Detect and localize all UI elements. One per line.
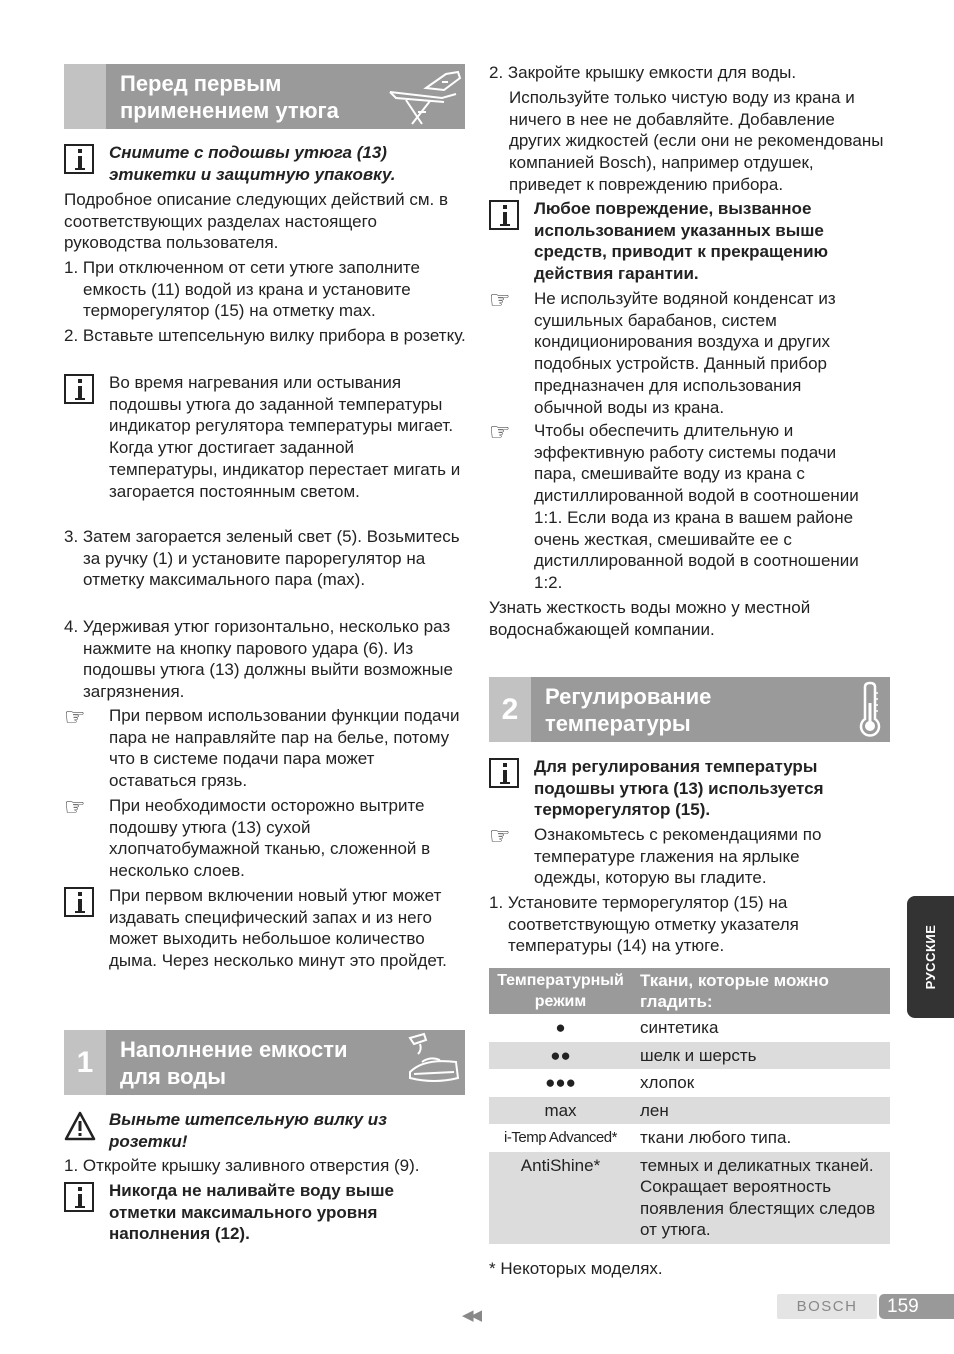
tip-care-label <box>489 824 869 890</box>
fabric-cell: синтетика <box>640 1018 719 1037</box>
tip-wipe-soleplate <box>64 795 464 883</box>
section-header-temperature <box>489 677 890 742</box>
mode-cell: i-Temp Advanced* <box>504 1129 617 1146</box>
mode-cell: ●●● <box>545 1073 576 1092</box>
pointing-hand-icon: ☞ <box>489 823 511 850</box>
info-icon <box>64 144 94 174</box>
table-row <box>489 1097 890 1125</box>
table-header-row <box>489 968 890 1014</box>
note-first-smell <box>64 885 464 995</box>
section-title: Перед первым применением утюга <box>120 71 339 123</box>
section-header-fill-water <box>64 1030 465 1095</box>
tip-text: При первом использовании функции подачи пара не направляйте пар на белье, потому что в системе подачи пара может оставаться грязь. <box>109 706 460 791</box>
table-footnote: * Некоторых моделях. <box>489 1259 663 1278</box>
tip-text: Не используйте водяной конденсат из сушильных барабанов, систем кондиционирования воздуха и других подобных устройств. Данный прибор предназначен для использования обычной воды из крана. <box>534 289 836 417</box>
note-remove-packaging <box>64 142 464 186</box>
column-header-mode: Температурный режим <box>489 968 632 1014</box>
warning-unplug <box>64 1109 464 1153</box>
note-text: Снимите с подошвы утюга (13) этикетки и защитную упаковку. <box>109 143 396 184</box>
section-number: 2 <box>489 677 531 742</box>
note-text: Для регулирования температуры подошвы утюга (13) используется терморегулятор (15). <box>534 757 824 820</box>
info-icon <box>64 374 94 404</box>
language-side-tab <box>907 896 954 1018</box>
info-icon <box>64 887 94 917</box>
fill-step-2: 2. Закройте крышку емкости для воды. <box>489 63 797 82</box>
tip-no-condensate <box>489 288 869 420</box>
note-text: При первом включении новый утюг может издавать специфический запах и из него может выходить небольшое количество дыма. Через несколько минут это пройдет. <box>109 886 447 971</box>
intro-paragraph: Подробное описание следующих действий см. в соответствующих разделах настоящего руководства пользователя. <box>64 190 449 253</box>
info-icon <box>64 1182 94 1212</box>
tip-text: Чтобы обеспечить длительную и эффективную работу системы подачи пара, смешивайте воду из крана с дистиллированной водой в соотношении 1:1. Если вода из крана в вашем районе очень жесткая, смешивайте ее с дистиллированной водой в соотношении 1:2. <box>534 421 859 592</box>
step-3: 3. Затем загорается зеленый свет (5). Возьмитесь за ручку (1) и установите парорегулятор на отметку максимального пара (max). <box>64 527 460 590</box>
pointing-hand-icon: ☞ <box>64 794 86 821</box>
note-text: Во время нагревания или остывания подошвы утюга до заданной температуры индикатор регулятора температуры мигает. Когда утюг достигает заданной температуры, индикатор перестает мигать и загорается постоянным светом. <box>109 373 461 501</box>
mode-cell: max <box>489 1097 632 1125</box>
mode-cell: ● <box>555 1018 566 1037</box>
table-row <box>489 1069 890 1097</box>
fabric-cell: хлопок <box>640 1073 695 1092</box>
language-tab-label: РУССКИЕ <box>922 924 938 990</box>
step-1: 1. При отключенном от сети утюге заполните емкость (11) водой из крана и установите терморегулятор (15) на отметку max. <box>64 258 420 321</box>
nav-back-arrows[interactable]: ◀◀ <box>462 1307 480 1324</box>
warning-text: Выньте штепсельную вилку из розетки! <box>109 1110 387 1151</box>
note-max-level <box>64 1180 464 1246</box>
mode-cell: AntiShine* <box>489 1152 632 1244</box>
pointing-hand-icon: ☞ <box>489 287 511 314</box>
info-icon <box>489 200 519 230</box>
note-warranty-damage <box>489 198 869 286</box>
brand-label: BOSCH <box>777 1294 877 1319</box>
table-row <box>489 1152 890 1244</box>
section-number: 1 <box>64 1030 106 1095</box>
tip-text: Ознакомьтесь с рекомендациями по температуре глажения на ярлыке одежды, которую вы гладите. <box>534 825 822 888</box>
iron-on-board-icon <box>386 68 462 126</box>
note-text: Никогда не наливайте воду выше отметки максимального уровня наполнения (12). <box>109 1181 395 1244</box>
note-thermostat <box>489 756 869 822</box>
fabric-cell: темных и деликатных тканей. Сокращает вероятность появления блестящих следов от утюга. <box>632 1152 890 1244</box>
section-title: Регулирование температуры <box>545 684 712 736</box>
section-header-before-first-use <box>64 64 465 129</box>
note-heating-indicator <box>64 372 464 524</box>
header-number-block <box>64 64 106 129</box>
tip-mix-distilled <box>489 420 869 596</box>
column-header-fabric: Ткани, которые можно гладить: <box>632 968 890 1014</box>
info-icon <box>489 758 519 788</box>
page-number: 159 <box>879 1294 954 1319</box>
temp-step-1: 1. Установите терморегулятор (15) на соответствующую отметку указателя температуры (14) на утюге. <box>489 893 799 956</box>
step-2: 2. Вставьте штепсельную вилку прибора в розетку. <box>64 326 466 345</box>
fill-step-2-detail: Используйте только чистую воду из крана и ничего в нее не добавляйте. Добавление других жидкостей (если они не рекомендованы компанией Bosch), например отдушек, приведет к повреждению прибора. <box>509 88 884 194</box>
tip-text: При необходимости осторожно вытрите подошву утюга (13) сухой хлопчатобумажной тканью, сложенной в несколько слоев. <box>109 796 431 881</box>
mode-cell: ●● <box>489 1042 632 1070</box>
temperature-table <box>489 968 890 1244</box>
fabric-cell: ткани любого типа. <box>640 1128 792 1147</box>
section-title: Наполнение емкости для воды <box>120 1037 348 1089</box>
table-row <box>489 1042 890 1070</box>
fabric-cell: шелк и шерсть <box>632 1042 890 1070</box>
water-hardness-note: Узнать жесткость воды можно у местной водоснабжающей компании. <box>489 598 811 639</box>
pointing-hand-icon: ☞ <box>489 419 511 446</box>
fabric-cell: лен <box>632 1097 890 1125</box>
step-4: 4. Удерживая утюг горизонтально, несколько раз нажмите на кнопку парового удара (6). Из подошвы утюга (13) должны выйти возможные загрязнения. <box>64 617 453 702</box>
fill-step-1: 1. Откройте крышку заливного отверстия (9). <box>64 1156 420 1175</box>
thermometer-icon <box>855 681 885 739</box>
table-row <box>489 1124 890 1152</box>
tip-steam-first-use <box>64 705 464 793</box>
warning-triangle-icon <box>64 1111 96 1141</box>
table-row <box>489 1014 890 1042</box>
note-text: Любое повреждение, вызванное использованием указанных выше средств, приводит к прекращению действия гарантии. <box>534 199 829 284</box>
pointing-hand-icon: ☞ <box>64 704 86 731</box>
iron-water-fill-icon <box>404 1032 462 1092</box>
